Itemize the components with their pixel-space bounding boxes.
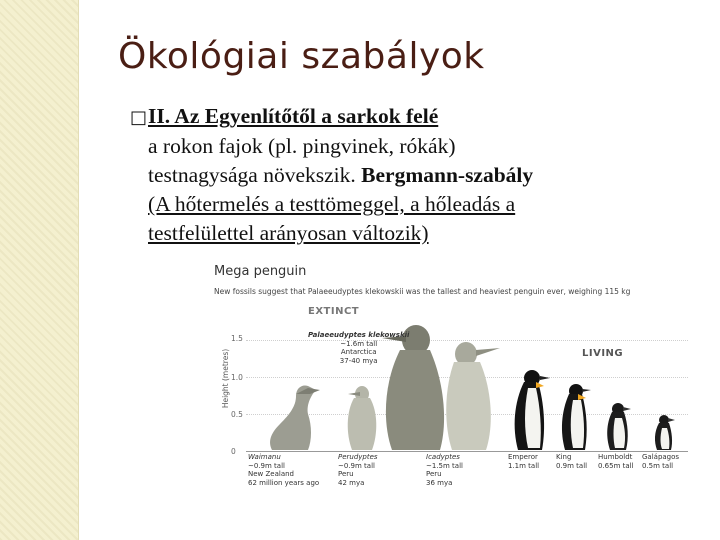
y-axis-label: Height (metres) bbox=[221, 348, 231, 409]
bullet-line-4: (A hőtermelés a testtömeggel, a hőleadás a bbox=[148, 192, 516, 216]
living-label: LIVING bbox=[582, 348, 624, 359]
bullet-marker-icon: □ bbox=[130, 107, 148, 128]
species-detail: 37-40 mya bbox=[339, 356, 378, 365]
species-detail: ~1.5m tall bbox=[426, 461, 463, 470]
emperor-penguin-icon bbox=[506, 368, 550, 452]
humboldt-penguin-icon bbox=[602, 402, 632, 452]
species-name: Emperor bbox=[508, 453, 538, 461]
species-detail: 36 mya bbox=[426, 478, 453, 487]
species-name: Palaeeudyptes klekowskii bbox=[308, 331, 410, 339]
galapagos-label bbox=[642, 453, 679, 470]
y-tick-1-0: 1.0 bbox=[231, 373, 243, 382]
bullet-line-3 bbox=[130, 161, 670, 190]
species-detail: ~0.9m tall bbox=[338, 461, 375, 470]
palaeeudyptes-label bbox=[308, 331, 409, 365]
waimanu-label bbox=[248, 453, 319, 487]
bullet-text-part: testnagysága növekszik. bbox=[148, 163, 356, 187]
species-name: King bbox=[556, 453, 572, 461]
bullet-line-2: a rokon fajok (pl. pingvinek, rókák) bbox=[148, 134, 456, 158]
species-name: Perudyptes bbox=[338, 453, 378, 461]
icadyptes-penguin-icon bbox=[436, 336, 500, 452]
slide-title: Ökológiai szabályok bbox=[118, 36, 485, 77]
waimanu-penguin-icon bbox=[250, 380, 330, 452]
icadyptes-label bbox=[426, 453, 463, 487]
emperor-label bbox=[508, 453, 539, 470]
species-detail: 1.1m tall bbox=[508, 461, 540, 470]
species-detail: Peru bbox=[338, 470, 354, 478]
species-detail: New Zealand bbox=[248, 470, 294, 478]
species-detail: 62 million years ago bbox=[248, 478, 320, 487]
species-detail: ~1.6m tall bbox=[340, 339, 378, 348]
species-detail: 0.65m tall bbox=[598, 461, 634, 470]
species-detail: Antarctica bbox=[340, 348, 377, 356]
y-tick-0: 0 bbox=[231, 447, 236, 456]
species-name: Galápagos bbox=[642, 453, 680, 461]
king-label bbox=[556, 453, 587, 470]
y-tick-0-5: 0.5 bbox=[231, 410, 243, 419]
species-name: Icadyptes bbox=[426, 453, 460, 461]
species-name: Humboldt bbox=[598, 453, 633, 461]
bergmann-rule-label: Bergmann-szabály bbox=[361, 163, 534, 187]
bullet-line-5: testfelülettel arányosan változik) bbox=[148, 221, 429, 245]
bullet-line-1 bbox=[130, 102, 670, 132]
perudyptes-label bbox=[338, 453, 378, 487]
species-detail: 0.9m tall bbox=[556, 461, 588, 470]
bullet-paragraph bbox=[130, 102, 670, 248]
species-detail: Peru bbox=[426, 470, 442, 478]
king-penguin-icon bbox=[556, 382, 592, 452]
figure-subtitle: New fossils suggest that Palaeeudyptes klekowskii was the tallest and heaviest penguin ever, weighing 115 kg bbox=[214, 287, 631, 296]
galapagos-penguin-icon bbox=[650, 414, 676, 452]
y-tick-1-5: 1.5 bbox=[231, 334, 243, 343]
humboldt-label bbox=[598, 453, 634, 470]
species-detail: 42 mya bbox=[338, 478, 365, 487]
figure-title: Mega penguin bbox=[214, 264, 307, 279]
species-detail: ~0.9m tall bbox=[248, 461, 285, 470]
extinct-label: EXTINCT bbox=[308, 306, 360, 317]
species-detail: 0.5m tall bbox=[642, 461, 674, 470]
penguin-size-figure bbox=[210, 262, 690, 498]
bullet-heading: II. Az Egyenlítőtől a sarkok felé bbox=[148, 104, 439, 128]
species-name: Waimanu bbox=[248, 453, 281, 461]
decorative-side-strip bbox=[0, 0, 79, 540]
